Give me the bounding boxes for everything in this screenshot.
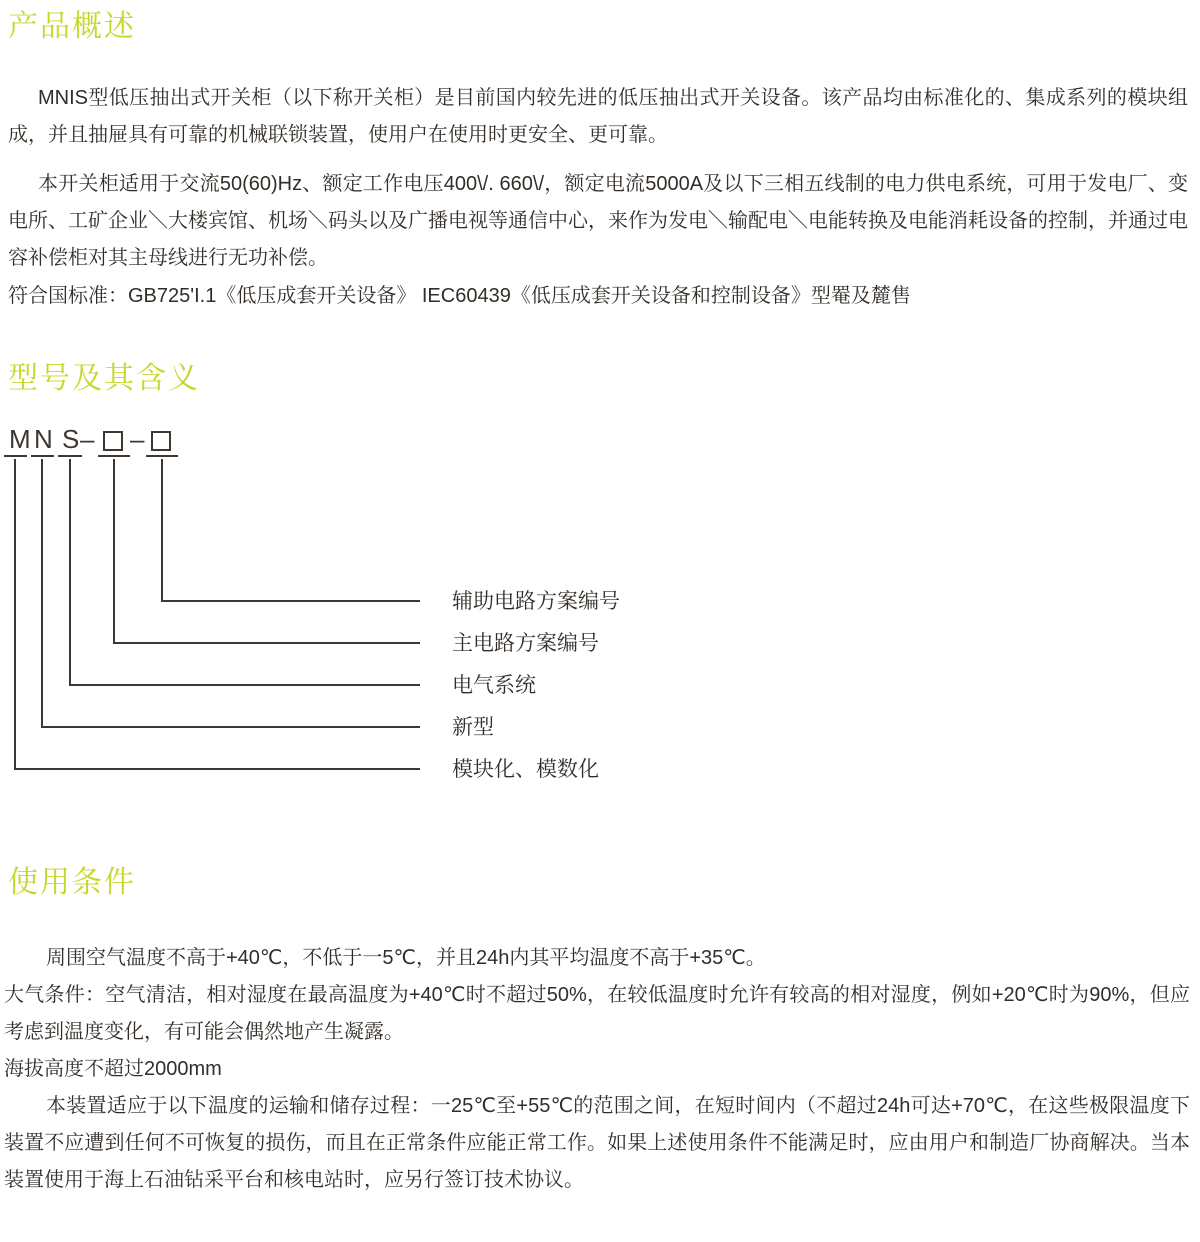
underline-n [31,455,54,457]
model-letter-m: M [9,424,31,454]
section-heading-overview: 产品概述 [8,10,136,43]
model-designation-diagram [0,425,1200,805]
model-label-aux-circuit: 辅助电路方案编号 [452,590,620,613]
section-heading-model: 型号及其含义 [8,362,200,395]
model-label-main-circuit: 主电路方案编号 [452,632,599,655]
model-placeholder-box-1 [103,431,123,451]
underline-m [4,455,27,457]
model-dash-1: – [80,424,95,454]
leader-hline-main-circuit [113,642,420,644]
leader-vline-electrical-system [69,459,71,686]
conditions-paragraph-atmosphere: 大气条件：空气清洁，相对湿度在最高温度为+40℃时不超过50%，在较低温度时允许有较高的相对湿度，例如+20℃时为90%，但应考虑到温度变化，有可能会偶然地产生凝露。 [4,984,1190,1043]
leader-vline-aux-circuit [161,459,163,602]
leader-vline-main-circuit [113,459,115,644]
section-heading-conditions: 使用条件 [8,866,136,899]
leader-hline-new-type [41,726,420,728]
model-label-modular: 模块化、模数化 [452,758,599,781]
conditions-paragraph-transport: 本装置适应于以下温度的运输和储存过程：一25℃至+55℃的范围之间，在短时间内（不超过24h可达+70℃，在这些极限温度下装置不应遭到任何不可恢复的损伤，而且在正常条件应能正常工作。如果上述使用条件不能满足时，应由用户和制造厂协商解决。当本装置使用于海上石油钻采平台和核电站时，应另行签订技术协议。 [4,1095,1190,1191]
overview-paragraph-standards: 符合国标准：GB725'I.1《低压成套开关设备》 IEC60439《低压成套开关设备和控制设备》型罨及麓售 [8,285,911,307]
conditions-paragraph-altitude: 海拔高度不超过2000mm [4,1058,222,1080]
overview-paragraph-1: MNIS型低压抽出式开关柜（以下称开关柜）是目前国内较先进的低压抽出式开关设备。该产品均由标准化的、集成系列的模块组成，并且抽屉具有可靠的机械联锁装置，使用户在使用时更安全、更可靠。 [8,87,1188,146]
overview-paragraph-2: 本开关柜适用于交流50(60)Hz、额定工作电压400\/. 660\/，额定电流5000A及以下三相五线制的电力供电系统，可用于发电厂、变电所、工矿企业＼大楼宾馆、机场＼码头以及广播电视等通信中心，来作为发电＼输配电＼电能转换及电能消耗设备的控制，并通过电容补偿柜对其主母线进行无功补偿。 [8,173,1188,269]
model-letter-n: N [34,424,53,454]
leader-vline-new-type [41,459,43,728]
leader-hline-aux-circuit [161,600,420,602]
model-label-electrical-system: 电气系统 [452,674,536,697]
leader-hline-electrical-system [69,684,420,686]
leader-hline-modular [14,768,420,770]
underline-s [58,455,82,457]
conditions-paragraph-ambient: 周围空气温度不高于+40℃，不低于一5℃，并且24h内其平均温度不高于+35℃。 [46,947,766,969]
underline-box-2 [146,455,178,457]
model-placeholder-box-2 [151,431,171,451]
leader-vline-modular [14,459,16,770]
model-letter-s: S [62,424,80,454]
model-label-new-type: 新型 [452,716,494,739]
model-dash-2: – [130,424,145,454]
underline-box-1 [98,455,130,457]
